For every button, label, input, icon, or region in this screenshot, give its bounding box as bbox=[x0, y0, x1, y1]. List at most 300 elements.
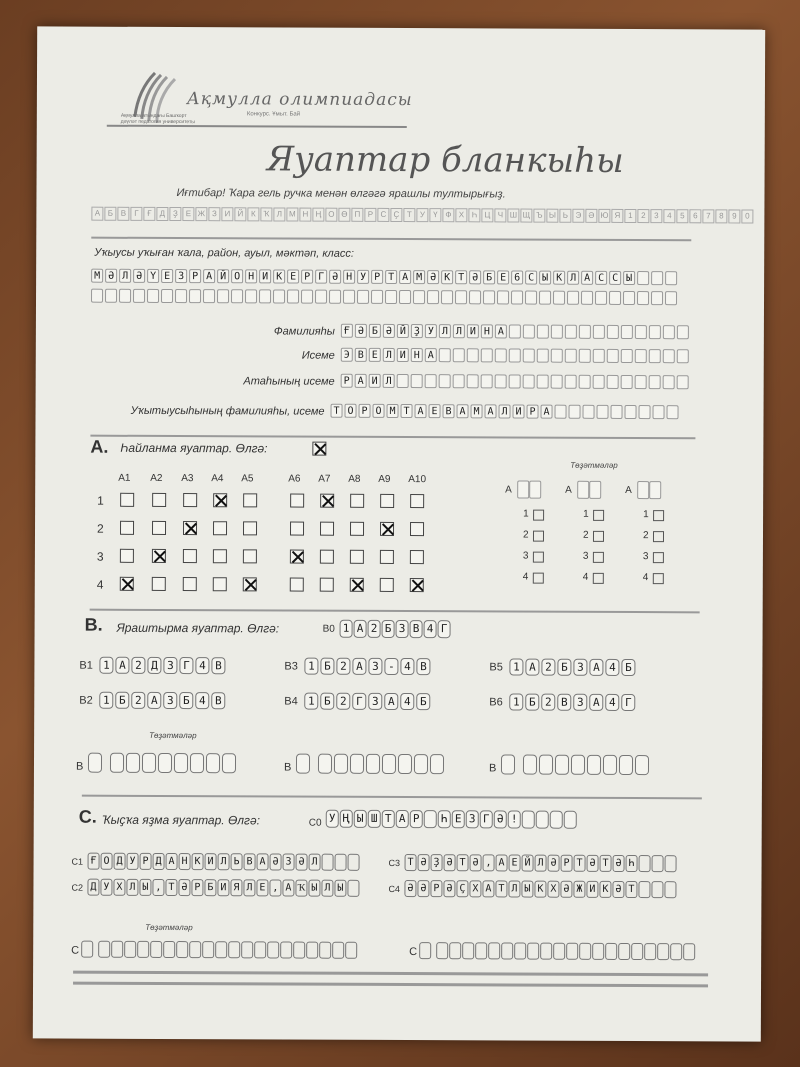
field-char-box[interactable] bbox=[607, 325, 619, 339]
school-char-box[interactable] bbox=[217, 289, 229, 303]
school-char-box[interactable] bbox=[665, 291, 677, 305]
field-char-box[interactable] bbox=[607, 349, 619, 363]
answer-char-box[interactable]: Б bbox=[416, 693, 430, 710]
school-char-box[interactable]: К bbox=[273, 269, 285, 283]
school-char-box[interactable]: Е bbox=[161, 269, 173, 283]
correction-checkbox[interactable] bbox=[533, 531, 544, 542]
answer-char-box[interactable]: К bbox=[192, 853, 204, 870]
field-input-row[interactable] bbox=[331, 404, 681, 420]
answer-char-box[interactable]: В bbox=[557, 694, 571, 711]
correction-box[interactable] bbox=[501, 942, 513, 959]
answer-char-box[interactable]: А bbox=[525, 659, 539, 676]
answer-input-row[interactable] bbox=[99, 657, 227, 675]
correction-box[interactable] bbox=[462, 942, 474, 959]
answer-checkbox[interactable] bbox=[152, 577, 166, 591]
correction-box[interactable] bbox=[126, 753, 140, 773]
field-char-box[interactable] bbox=[565, 325, 577, 339]
field-char-box[interactable] bbox=[649, 325, 661, 339]
correction-box[interactable] bbox=[293, 942, 305, 959]
field-char-box[interactable]: Л bbox=[383, 374, 395, 388]
correction-box[interactable] bbox=[649, 481, 661, 499]
answer-char-box[interactable]: Ә bbox=[404, 880, 416, 897]
field-char-box[interactable] bbox=[653, 405, 665, 419]
answer-checkbox[interactable] bbox=[183, 577, 197, 591]
correction-box[interactable] bbox=[366, 754, 380, 774]
answer-checkbox[interactable] bbox=[380, 578, 394, 592]
correction-input-row[interactable] bbox=[81, 941, 358, 959]
field-char-box[interactable]: В bbox=[355, 348, 367, 362]
field-char-box[interactable] bbox=[495, 348, 507, 362]
correction-box[interactable] bbox=[124, 941, 136, 958]
correction-box[interactable] bbox=[111, 941, 123, 958]
field-char-box[interactable] bbox=[635, 325, 647, 339]
school-char-box[interactable] bbox=[609, 291, 621, 305]
field-char-box[interactable]: Н bbox=[411, 348, 423, 362]
field-char-box[interactable] bbox=[593, 325, 605, 339]
answer-checkbox[interactable] bbox=[380, 550, 394, 564]
field-char-box[interactable]: Л bbox=[439, 324, 451, 338]
correction-box[interactable] bbox=[635, 755, 649, 775]
school-char-box[interactable]: Ә bbox=[133, 269, 145, 283]
correction-box[interactable] bbox=[637, 481, 649, 499]
answer-char-box[interactable]: Ә bbox=[470, 854, 482, 871]
correction-box[interactable] bbox=[81, 941, 93, 958]
answer-char-box[interactable]: 1 bbox=[304, 693, 318, 710]
field-char-box[interactable] bbox=[579, 349, 591, 363]
answer-checkbox[interactable] bbox=[350, 494, 364, 508]
field-char-box[interactable]: Ә bbox=[355, 324, 367, 338]
school-char-box[interactable]: О bbox=[231, 269, 243, 283]
school-char-box[interactable] bbox=[273, 289, 285, 303]
answer-checkbox[interactable] bbox=[350, 550, 364, 564]
school-char-box[interactable]: Ә bbox=[329, 270, 341, 284]
field-char-box[interactable] bbox=[537, 325, 549, 339]
field-char-box[interactable] bbox=[439, 374, 451, 388]
answer-char-box[interactable]: 4 bbox=[605, 694, 619, 711]
school-char-box[interactable] bbox=[105, 289, 117, 303]
field-char-box[interactable]: Э bbox=[341, 348, 353, 362]
correction-box[interactable] bbox=[553, 943, 565, 960]
school-input-row-2[interactable] bbox=[91, 289, 679, 306]
answer-char-box[interactable]: Л bbox=[508, 880, 520, 897]
field-char-box[interactable]: А bbox=[355, 374, 367, 388]
answer-checkbox[interactable] bbox=[183, 549, 197, 563]
field-char-box[interactable]: А bbox=[415, 404, 427, 418]
answer-char-box[interactable]: К bbox=[534, 881, 546, 898]
answer-char-box[interactable]: Д bbox=[87, 879, 99, 896]
school-char-box[interactable] bbox=[147, 289, 159, 303]
answer-char-box[interactable]: Ғ bbox=[88, 853, 100, 870]
school-char-box[interactable] bbox=[189, 289, 201, 303]
correction-box[interactable] bbox=[430, 754, 444, 774]
school-char-box[interactable] bbox=[665, 271, 677, 285]
school-char-box[interactable]: У bbox=[357, 270, 369, 284]
answer-checkbox[interactable] bbox=[120, 577, 134, 591]
field-char-box[interactable]: Б bbox=[369, 324, 381, 338]
field-char-box[interactable]: М bbox=[387, 404, 399, 418]
correction-box[interactable] bbox=[631, 943, 643, 960]
answer-checkbox[interactable] bbox=[243, 521, 257, 535]
field-char-box[interactable]: А bbox=[425, 348, 437, 362]
answer-checkbox[interactable] bbox=[410, 494, 424, 508]
correction-box[interactable] bbox=[137, 941, 149, 958]
correction-box[interactable] bbox=[267, 941, 279, 958]
correction-box[interactable] bbox=[449, 942, 461, 959]
correction-box[interactable] bbox=[176, 941, 188, 958]
answer-char-box[interactable]: Ь bbox=[231, 853, 243, 870]
school-char-box[interactable] bbox=[483, 290, 495, 304]
answer-checkbox[interactable] bbox=[320, 494, 334, 508]
correction-box[interactable] bbox=[158, 753, 172, 773]
answer-char-box[interactable]: А bbox=[589, 659, 603, 676]
answer-char-box[interactable]: Д bbox=[153, 853, 165, 870]
school-char-box[interactable]: Ә bbox=[427, 270, 439, 284]
answer-char-box[interactable] bbox=[322, 854, 334, 871]
field-char-box[interactable] bbox=[551, 349, 563, 363]
field-char-box[interactable]: Е bbox=[429, 404, 441, 418]
correction-checkbox[interactable] bbox=[533, 573, 544, 584]
field-char-box[interactable] bbox=[621, 375, 633, 389]
school-char-box[interactable]: Й bbox=[217, 269, 229, 283]
school-char-box[interactable]: М bbox=[91, 269, 103, 283]
answer-char-box[interactable]: Һ bbox=[626, 855, 638, 872]
correction-box[interactable] bbox=[280, 941, 292, 958]
field-char-box[interactable] bbox=[453, 348, 465, 362]
school-char-box[interactable] bbox=[637, 291, 649, 305]
correction-box[interactable] bbox=[436, 942, 448, 959]
school-char-box[interactable]: С bbox=[609, 271, 621, 285]
answer-char-box[interactable]: Р bbox=[140, 853, 152, 870]
correction-box[interactable] bbox=[319, 942, 331, 959]
answer-char-box[interactable]: Т bbox=[165, 879, 177, 896]
correction-checkbox[interactable] bbox=[653, 552, 664, 563]
answer-char-box[interactable]: Т bbox=[600, 855, 612, 872]
answer-char-box[interactable]: 2 bbox=[131, 692, 145, 709]
answer-char-box[interactable]: Л bbox=[126, 879, 138, 896]
answer-checkbox[interactable] bbox=[152, 521, 166, 535]
answer-char-box[interactable]: В bbox=[244, 853, 256, 870]
answer-char-box[interactable]: 3 bbox=[368, 693, 382, 710]
school-char-box[interactable]: Р bbox=[301, 270, 313, 284]
answer-char-box[interactable]: Х bbox=[113, 879, 125, 896]
field-char-box[interactable]: И bbox=[397, 348, 409, 362]
answer-checkbox[interactable] bbox=[290, 522, 304, 536]
answer-char-box[interactable]: Ә bbox=[270, 853, 282, 870]
answer-input-row[interactable] bbox=[304, 693, 432, 711]
field-char-box[interactable]: Т bbox=[401, 404, 413, 418]
answer-char-box[interactable] bbox=[638, 881, 650, 898]
answer-char-box[interactable]: Б bbox=[115, 692, 129, 709]
answer-char-box[interactable]: А bbox=[282, 879, 294, 896]
school-char-box[interactable] bbox=[329, 290, 341, 304]
school-char-box[interactable] bbox=[315, 290, 327, 304]
answer-input-row[interactable] bbox=[405, 854, 678, 872]
school-char-box[interactable] bbox=[623, 291, 635, 305]
correction-box[interactable] bbox=[189, 941, 201, 958]
field-char-box[interactable] bbox=[509, 374, 521, 388]
answer-char-box[interactable]: А bbox=[257, 853, 269, 870]
field-char-box[interactable] bbox=[635, 349, 647, 363]
answer-char-box[interactable]: 3 bbox=[163, 657, 177, 674]
school-char-box[interactable]: Л bbox=[567, 271, 579, 285]
field-char-box[interactable] bbox=[611, 405, 623, 419]
answer-input-row[interactable] bbox=[509, 658, 637, 676]
answer-char-box[interactable]: А bbox=[482, 880, 494, 897]
field-char-box[interactable] bbox=[677, 325, 689, 339]
field-char-box[interactable] bbox=[509, 324, 521, 338]
field-char-box[interactable] bbox=[569, 405, 581, 419]
school-char-box[interactable] bbox=[91, 289, 103, 303]
correction-box[interactable] bbox=[540, 943, 552, 960]
field-char-box[interactable]: О bbox=[373, 404, 385, 418]
correction-box[interactable] bbox=[657, 943, 669, 960]
field-input-row[interactable] bbox=[341, 324, 691, 340]
school-char-box[interactable] bbox=[511, 290, 523, 304]
answer-char-box[interactable]: Н bbox=[179, 853, 191, 870]
answer-checkbox[interactable] bbox=[183, 521, 197, 535]
correction-box[interactable] bbox=[254, 941, 266, 958]
correction-box[interactable] bbox=[334, 754, 348, 774]
correction-box[interactable] bbox=[110, 753, 124, 773]
school-char-box[interactable] bbox=[651, 271, 663, 285]
school-char-box[interactable] bbox=[567, 291, 579, 305]
field-char-box[interactable]: И bbox=[467, 324, 479, 338]
field-char-box[interactable] bbox=[677, 349, 689, 363]
answer-char-box[interactable]: 4 bbox=[195, 692, 209, 709]
school-char-box[interactable]: К bbox=[553, 271, 565, 285]
answer-char-box[interactable]: Л bbox=[309, 854, 321, 871]
answer-char-box[interactable]: , bbox=[269, 879, 281, 896]
field-char-box[interactable] bbox=[621, 349, 633, 363]
field-char-box[interactable]: А bbox=[457, 404, 469, 418]
answer-char-box[interactable]: Ы bbox=[334, 880, 346, 897]
answer-checkbox[interactable] bbox=[290, 494, 304, 508]
correction-box[interactable] bbox=[523, 755, 537, 775]
answer-char-box[interactable]: Л bbox=[535, 855, 547, 872]
field-char-box[interactable] bbox=[607, 375, 619, 389]
school-char-box[interactable] bbox=[469, 290, 481, 304]
school-char-box[interactable] bbox=[497, 290, 509, 304]
school-char-box[interactable]: Ү bbox=[147, 269, 159, 283]
answer-char-box[interactable] bbox=[652, 855, 664, 872]
correction-box[interactable] bbox=[539, 755, 553, 775]
answer-char-box[interactable]: 4 bbox=[400, 658, 414, 675]
school-char-box[interactable]: А bbox=[399, 270, 411, 284]
answer-char-box[interactable]: И bbox=[217, 879, 229, 896]
school-char-box[interactable] bbox=[343, 290, 355, 304]
field-char-box[interactable] bbox=[495, 374, 507, 388]
school-char-box[interactable]: К bbox=[441, 270, 453, 284]
correction-box[interactable] bbox=[501, 754, 515, 774]
answer-char-box[interactable]: Ә bbox=[418, 854, 430, 871]
answer-char-box[interactable]: А bbox=[147, 692, 161, 709]
answer-input-row[interactable] bbox=[509, 693, 637, 711]
field-char-box[interactable] bbox=[663, 375, 675, 389]
field-char-box[interactable] bbox=[523, 349, 535, 363]
correction-box[interactable] bbox=[190, 753, 204, 773]
field-char-box[interactable] bbox=[621, 325, 633, 339]
field-char-box[interactable]: И bbox=[513, 404, 525, 418]
field-char-box[interactable] bbox=[649, 375, 661, 389]
answer-char-box[interactable]: Ә bbox=[612, 881, 624, 898]
field-char-box[interactable] bbox=[625, 405, 637, 419]
correction-box[interactable] bbox=[603, 755, 617, 775]
field-char-box[interactable] bbox=[397, 374, 409, 388]
school-char-box[interactable]: Т bbox=[455, 270, 467, 284]
school-char-box[interactable]: Н bbox=[343, 270, 355, 284]
answer-char-box[interactable]: И bbox=[586, 881, 598, 898]
field-char-box[interactable] bbox=[593, 375, 605, 389]
answer-char-box[interactable]: У bbox=[127, 853, 139, 870]
answer-char-box[interactable]: 1 bbox=[304, 658, 318, 675]
correction-box[interactable] bbox=[345, 942, 357, 959]
answer-char-box[interactable]: Б bbox=[204, 879, 216, 896]
school-char-box[interactable] bbox=[595, 291, 607, 305]
correction-input-row[interactable] bbox=[88, 753, 238, 774]
field-char-box[interactable] bbox=[597, 405, 609, 419]
correction-checkbox[interactable] bbox=[533, 552, 544, 563]
correction-input-row[interactable] bbox=[501, 754, 651, 775]
answer-char-box[interactable]: А bbox=[166, 853, 178, 870]
correction-box[interactable] bbox=[222, 753, 236, 773]
field-char-box[interactable]: Р bbox=[341, 374, 353, 388]
answer-char-box[interactable] bbox=[665, 855, 677, 872]
answer-char-box[interactable]: Х bbox=[469, 880, 481, 897]
field-char-box[interactable]: И bbox=[369, 374, 381, 388]
field-char-box[interactable] bbox=[425, 374, 437, 388]
school-char-box[interactable] bbox=[175, 289, 187, 303]
answer-checkbox[interactable] bbox=[290, 550, 304, 564]
school-char-box[interactable] bbox=[427, 290, 439, 304]
correction-box[interactable] bbox=[475, 942, 487, 959]
field-char-box[interactable]: М bbox=[471, 404, 483, 418]
field-char-box[interactable]: Ә bbox=[383, 324, 395, 338]
answer-char-box[interactable]: Б bbox=[621, 659, 635, 676]
field-char-box[interactable] bbox=[453, 374, 465, 388]
field-char-box[interactable] bbox=[439, 348, 451, 362]
correction-box[interactable] bbox=[215, 941, 227, 958]
correction-box[interactable] bbox=[414, 754, 428, 774]
answer-char-box[interactable]: О bbox=[101, 853, 113, 870]
correction-box[interactable] bbox=[529, 481, 541, 499]
field-char-box[interactable]: Р bbox=[527, 405, 539, 419]
answer-checkbox[interactable] bbox=[243, 549, 257, 563]
correction-box[interactable] bbox=[88, 753, 102, 773]
correction-box[interactable] bbox=[514, 943, 526, 960]
school-char-box[interactable] bbox=[413, 290, 425, 304]
field-char-box[interactable] bbox=[565, 375, 577, 389]
school-char-box[interactable]: Е bbox=[287, 270, 299, 284]
answer-checkbox[interactable] bbox=[183, 493, 197, 507]
answer-char-box[interactable]: 1 bbox=[99, 692, 113, 709]
answer-char-box[interactable]: 4 bbox=[195, 657, 209, 674]
answer-checkbox[interactable] bbox=[243, 493, 257, 507]
answer-char-box[interactable]: 4 bbox=[400, 693, 414, 710]
answer-char-box[interactable]: 2 bbox=[541, 659, 555, 676]
answer-char-box[interactable]: 1 bbox=[509, 693, 523, 710]
answer-char-box[interactable]: Р bbox=[430, 880, 442, 897]
school-char-box[interactable] bbox=[161, 289, 173, 303]
answer-input-row[interactable] bbox=[99, 692, 227, 710]
answer-char-box[interactable]: В bbox=[211, 657, 225, 674]
school-char-box[interactable] bbox=[553, 291, 565, 305]
school-char-box[interactable] bbox=[245, 289, 257, 303]
answer-input-row[interactable] bbox=[88, 853, 361, 871]
school-char-box[interactable] bbox=[203, 289, 215, 303]
field-char-box[interactable] bbox=[579, 375, 591, 389]
field-char-box[interactable] bbox=[579, 325, 591, 339]
answer-char-box[interactable]: 2 bbox=[541, 694, 555, 711]
answer-char-box[interactable]: Ҫ bbox=[456, 880, 468, 897]
correction-box[interactable] bbox=[98, 941, 110, 958]
correction-box[interactable] bbox=[579, 943, 591, 960]
correction-checkbox[interactable] bbox=[593, 552, 604, 563]
answer-char-box[interactable]: А bbox=[496, 854, 508, 871]
field-char-box[interactable] bbox=[593, 349, 605, 363]
answer-char-box[interactable]: Л bbox=[218, 853, 230, 870]
answer-checkbox[interactable] bbox=[410, 578, 424, 592]
answer-char-box[interactable]: А bbox=[384, 693, 398, 710]
answer-checkbox[interactable] bbox=[380, 522, 394, 536]
field-input-row[interactable] bbox=[341, 348, 691, 364]
answer-checkbox[interactable] bbox=[213, 521, 227, 535]
field-char-box[interactable] bbox=[481, 348, 493, 362]
answer-char-box[interactable] bbox=[335, 854, 347, 871]
answer-char-box[interactable]: 2 bbox=[131, 657, 145, 674]
field-char-box[interactable]: Й bbox=[397, 324, 409, 338]
answer-char-box[interactable]: Б bbox=[179, 692, 193, 709]
answer-input-row[interactable] bbox=[304, 658, 432, 676]
correction-checkbox[interactable] bbox=[593, 573, 604, 584]
school-char-box[interactable]: Р bbox=[371, 270, 383, 284]
correction-box[interactable] bbox=[618, 943, 630, 960]
field-char-box[interactable]: А bbox=[541, 405, 553, 419]
answer-checkbox[interactable] bbox=[350, 578, 364, 592]
school-char-box[interactable]: Ә bbox=[469, 270, 481, 284]
correction-checkbox[interactable] bbox=[533, 510, 544, 521]
field-char-box[interactable]: Л bbox=[383, 348, 395, 362]
answer-char-box[interactable]: Б bbox=[557, 659, 571, 676]
field-char-box[interactable]: Р bbox=[359, 404, 371, 418]
answer-checkbox[interactable] bbox=[152, 549, 166, 563]
correction-box[interactable] bbox=[332, 942, 344, 959]
answer-char-box[interactable]: Д bbox=[147, 657, 161, 674]
answer-char-box[interactable]: - bbox=[384, 658, 398, 675]
field-char-box[interactable]: В bbox=[443, 404, 455, 418]
correction-box[interactable] bbox=[592, 943, 604, 960]
correction-box[interactable] bbox=[174, 753, 188, 773]
school-char-box[interactable]: Ә bbox=[105, 269, 117, 283]
correction-box[interactable] bbox=[488, 942, 500, 959]
answer-char-box[interactable]: Б bbox=[525, 694, 539, 711]
field-char-box[interactable] bbox=[555, 405, 567, 419]
answer-char-box[interactable]: Г bbox=[352, 693, 366, 710]
field-char-box[interactable] bbox=[481, 374, 493, 388]
school-char-box[interactable] bbox=[455, 290, 467, 304]
answer-char-box[interactable]: Е bbox=[509, 854, 521, 871]
answer-char-box[interactable]: И bbox=[205, 853, 217, 870]
answer-checkbox[interactable] bbox=[290, 578, 304, 592]
correction-box[interactable] bbox=[527, 943, 539, 960]
school-char-box[interactable]: Р bbox=[189, 269, 201, 283]
answer-char-box[interactable]: Ә bbox=[548, 855, 560, 872]
answer-checkbox[interactable] bbox=[120, 549, 134, 563]
field-char-box[interactable] bbox=[551, 325, 563, 339]
answer-char-box[interactable]: , bbox=[483, 854, 495, 871]
answer-checkbox[interactable] bbox=[152, 493, 166, 507]
correction-box[interactable] bbox=[350, 754, 364, 774]
answer-checkbox[interactable] bbox=[120, 521, 134, 535]
